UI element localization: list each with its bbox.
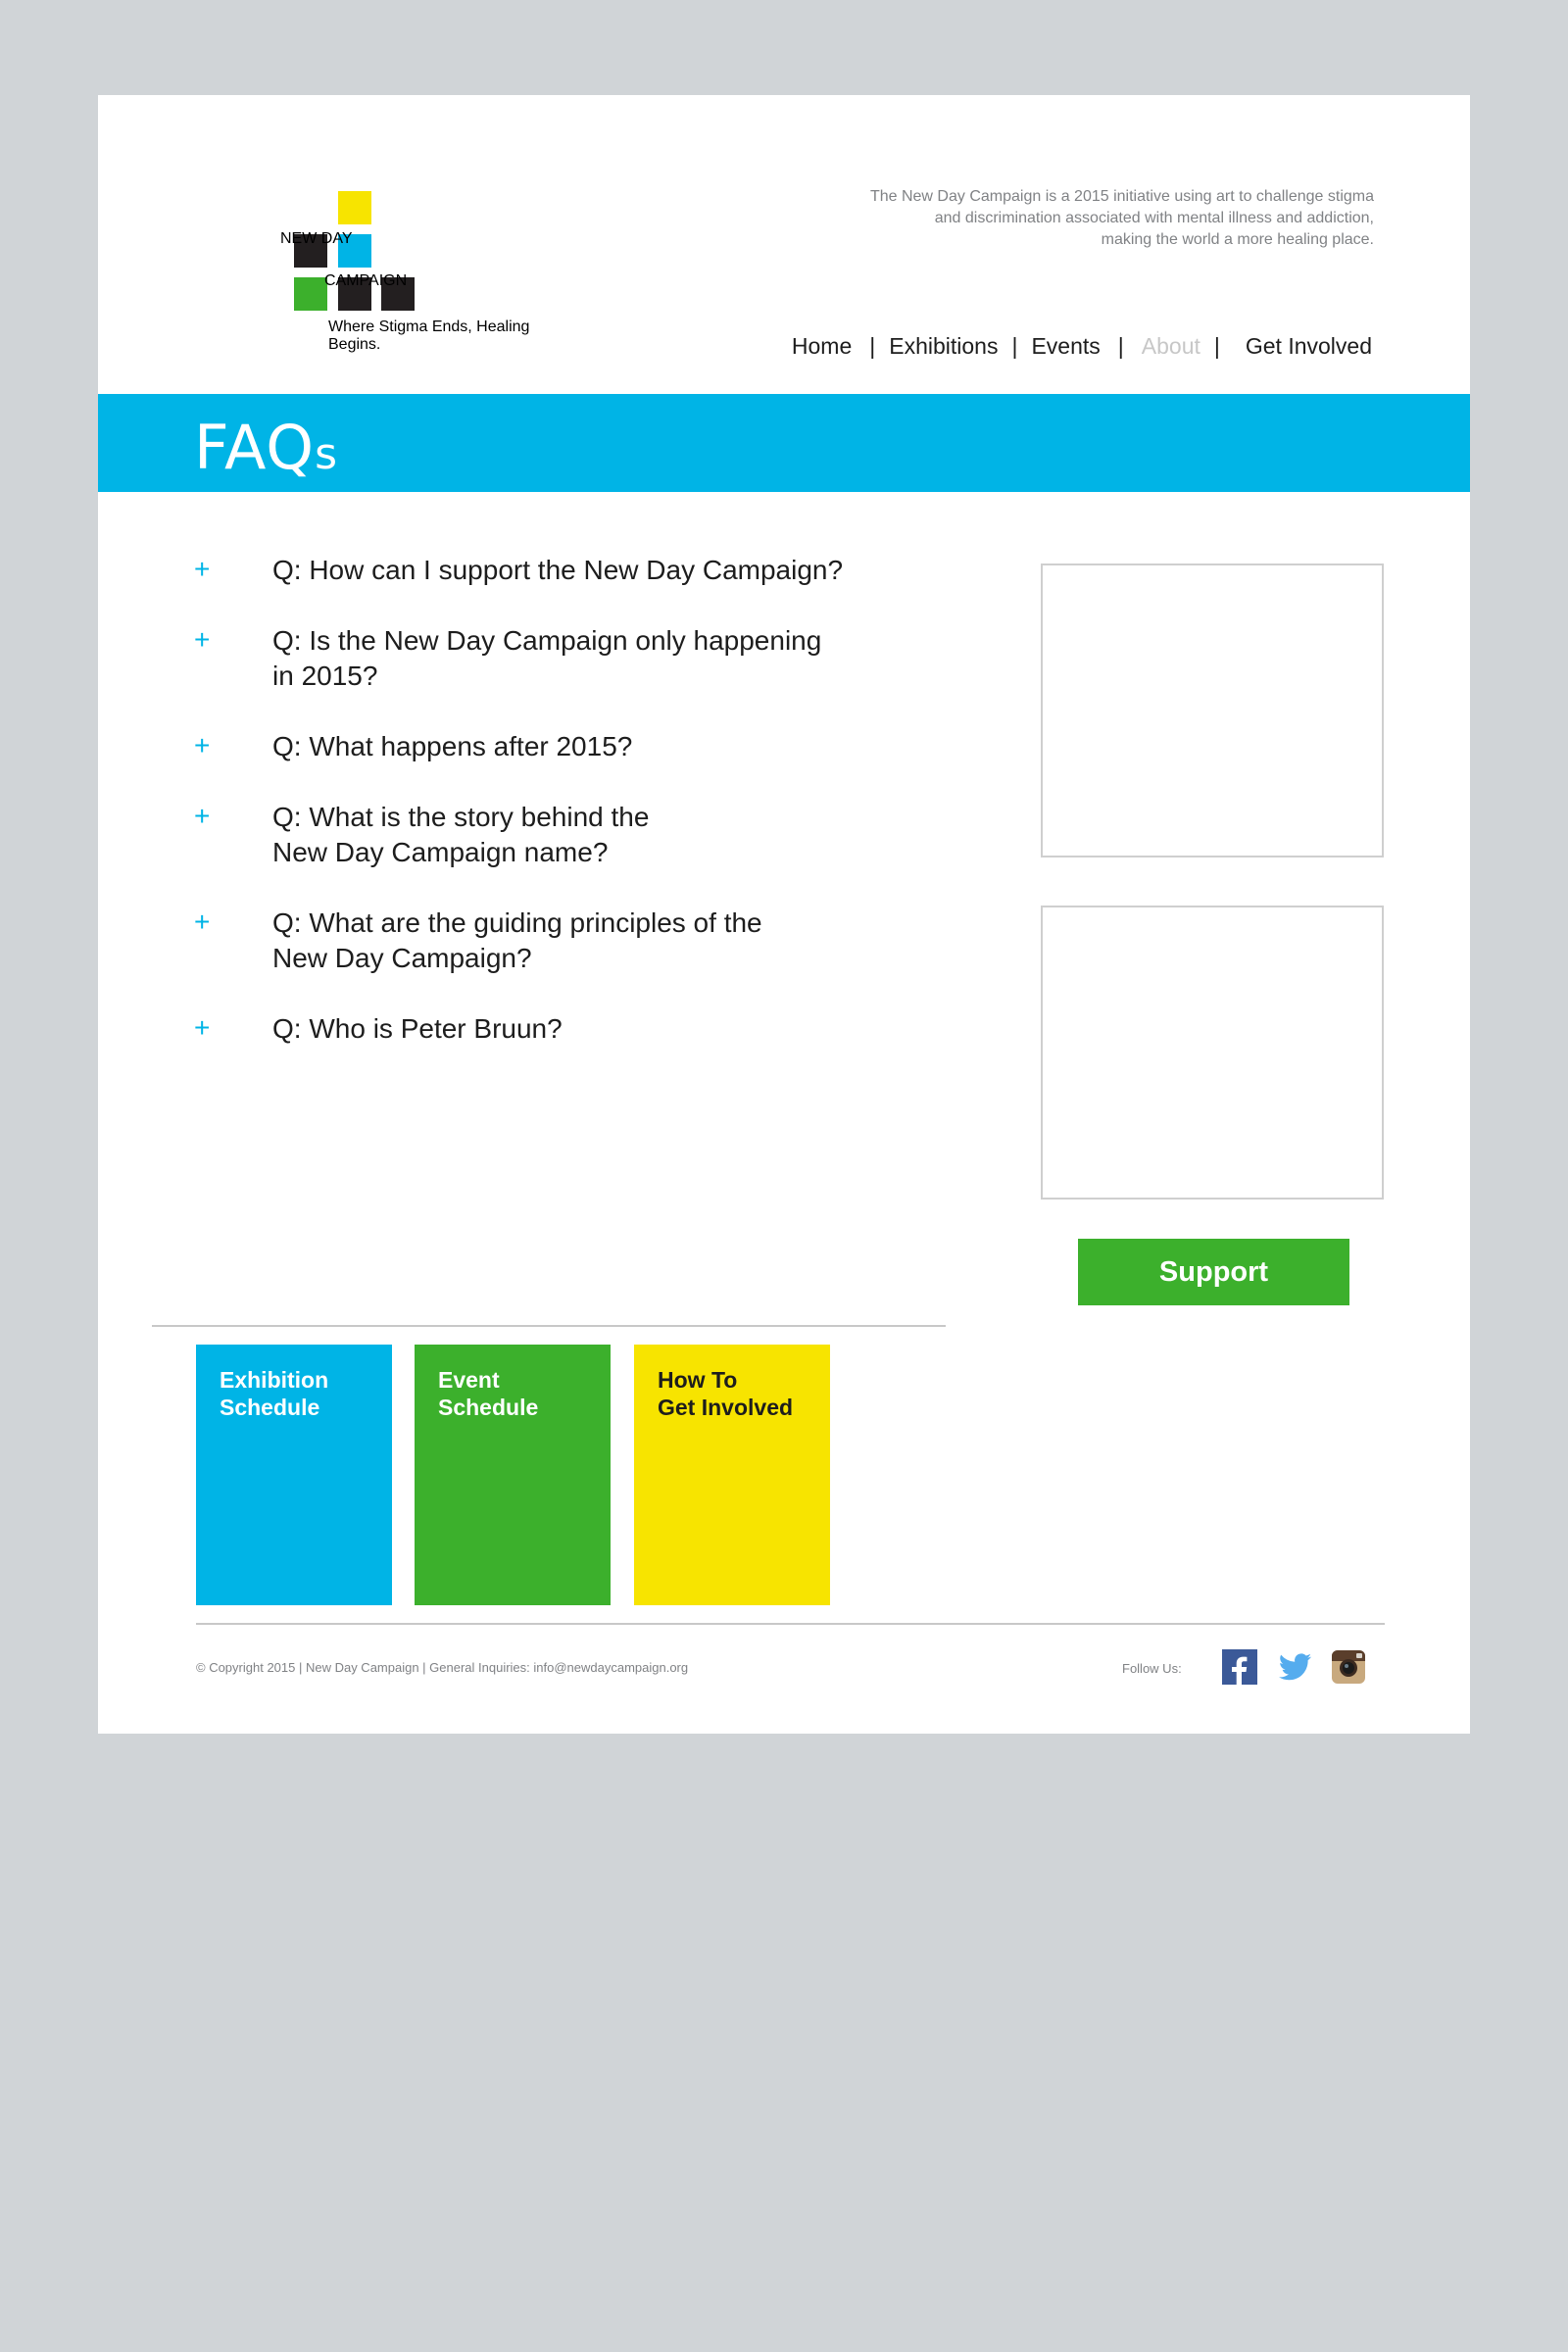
faq-question[interactable]: Q: How can I support the New Day Campaign? (272, 555, 844, 585)
intro-line-3: making the world a more healing place. (1101, 231, 1374, 248)
faq-question[interactable]: Q: What are the guiding principles of the New Day Campaign? (272, 907, 762, 973)
expand-plus-icon[interactable]: + (194, 624, 211, 655)
tile-exhibition-schedule[interactable]: Exhibition Schedule (196, 1345, 392, 1605)
nav-separator: | (1213, 333, 1220, 359)
main-nav (792, 333, 1372, 360)
nav-item-events[interactable]: Events (1031, 333, 1101, 359)
expand-plus-icon[interactable]: + (194, 906, 211, 937)
nav-item-get-involved[interactable]: Get Involved (1245, 333, 1372, 359)
nav-item-home[interactable]: Home (791, 333, 853, 359)
support-button[interactable]: Support (1078, 1239, 1349, 1305)
sidebar-placeholder-box (1041, 906, 1384, 1200)
logo-wordmark-line1: NEW DAY (280, 230, 353, 247)
nav-separator: | (1117, 333, 1124, 359)
instagram-icon[interactable] (1330, 1648, 1367, 1686)
nav-separator: | (869, 333, 876, 359)
sidebar-placeholder-box (1041, 564, 1384, 858)
nav-separator: | (1011, 333, 1018, 359)
intro-text (747, 186, 1374, 251)
faq-question[interactable]: Q: Is the New Day Campaign only happening in 2015? (272, 625, 822, 691)
twitter-icon[interactable] (1276, 1648, 1313, 1686)
logo-square-yellow (338, 191, 371, 224)
page-title (194, 412, 338, 483)
expand-plus-icon[interactable]: + (194, 1012, 211, 1043)
expand-plus-icon[interactable]: + (194, 730, 211, 760)
footer-divider (196, 1623, 1385, 1625)
facebook-icon[interactable] (1221, 1648, 1258, 1686)
divider (152, 1325, 946, 1327)
faq-banner (98, 394, 1470, 492)
page-title-main: FAQ (194, 412, 316, 483)
intro-line-2: and discrimination associated with mental illness and addiction, (934, 210, 1374, 226)
nav-item-exhibitions[interactable]: Exhibitions (889, 333, 999, 359)
faq-question[interactable]: Q: Who is Peter Bruun? (272, 1013, 563, 1044)
copyright-text: © Copyright 2015 | New Day Campaign | General Inquiries: info@newdaycampaign.org (196, 1660, 689, 1675)
intro-line-1: The New Day Campaign is a 2015 initiative using art to challenge stigma (869, 188, 1374, 205)
tile-event-schedule[interactable]: Event Schedule (415, 1345, 611, 1605)
nav-item-about[interactable]: About (1141, 333, 1200, 359)
logo-square-green (294, 277, 327, 311)
tile-how-to-get-involved[interactable]: How To Get Involved (634, 1345, 830, 1605)
page-title-suffix: s (315, 429, 339, 479)
logo-tagline: Where Stigma Ends, Healing Begins. (328, 318, 530, 353)
expand-plus-icon[interactable]: + (194, 554, 211, 584)
follow-us-label: Follow Us: (1122, 1661, 1182, 1676)
logo-wordmark-line2: CAMPAIGN (324, 272, 408, 289)
faq-question[interactable]: Q: What happens after 2015? (272, 731, 633, 761)
page (98, 95, 1470, 1734)
expand-plus-icon[interactable]: + (194, 801, 211, 831)
faq-question[interactable]: Q: What is the story behind the New Day Campaign name? (272, 802, 650, 867)
